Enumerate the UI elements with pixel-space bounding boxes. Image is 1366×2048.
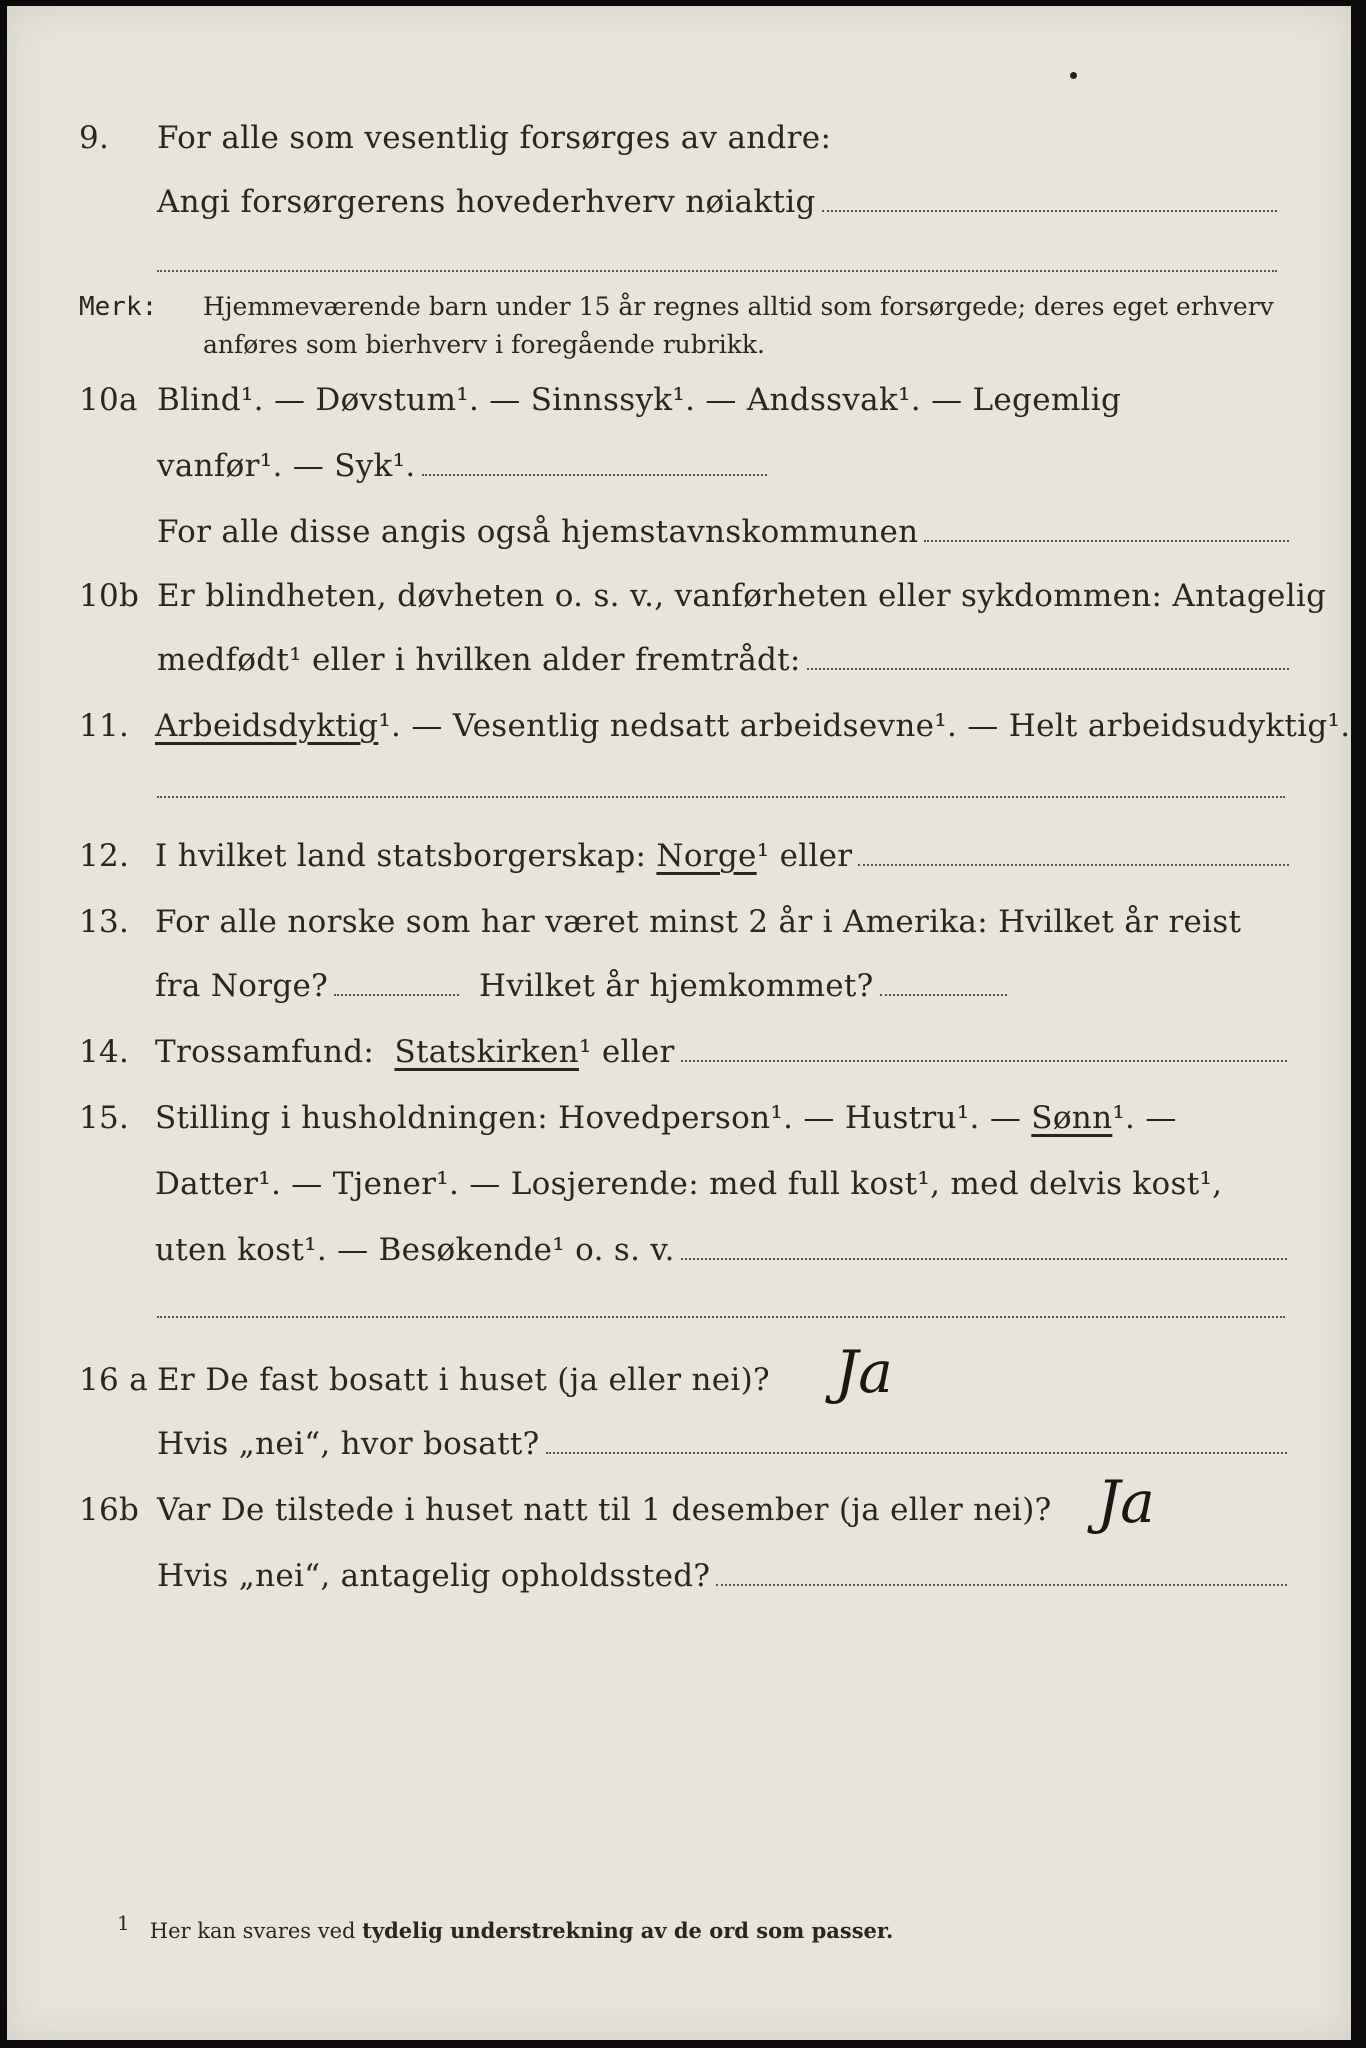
- q15-line1: [7, 1090, 1297, 1142]
- q10a-line1: [7, 372, 1289, 424]
- ink-speck: [1070, 72, 1077, 79]
- q13-text: For alle norske som har været minst 2 år i Amerika: Hvilket år reist: [155, 904, 1242, 940]
- q12-norge-underlined[interactable]: Norge: [656, 838, 757, 874]
- q10a-line2: [7, 438, 767, 490]
- q15-text: Stilling i husholdningen: Hovedperson¹. — Hustru¹. —: [155, 1100, 1022, 1136]
- q11-answer-blank[interactable]: [157, 796, 1285, 798]
- q10a-number: 10a: [79, 382, 138, 418]
- q13-text2: fra Norge?: [155, 968, 329, 1004]
- q16a-text: Er De fast bosatt i huset (ja eller nei)?: [157, 1362, 770, 1398]
- q14-text: Trossamfund:: [155, 1034, 375, 1070]
- q14-line: [7, 1024, 1287, 1076]
- q11-number: 11.: [79, 708, 130, 744]
- q16b-text: Var De tilstede i huset natt til 1 desember (ja eller nei)?: [157, 1492, 1052, 1528]
- q15-text2: Datter¹. — Tjener¹. — Losjerende: med full kost¹, med delvis kost¹,: [155, 1166, 1223, 1202]
- q15-line2: [7, 1156, 1297, 1208]
- census-form-page: [7, 6, 1351, 2040]
- q9-text: For alle som vesentlig forsørges av andre:: [157, 120, 832, 156]
- q10a-line3: [7, 504, 1289, 556]
- q15-answer-blank[interactable]: [681, 1258, 1287, 1260]
- q10a-sick-blank[interactable]: [422, 474, 767, 476]
- q15-number: 15.: [79, 1100, 130, 1136]
- q16a-text2: Hvis „nei“, hvor bosatt?: [157, 1426, 540, 1462]
- q10b-line1: [7, 568, 1327, 620]
- q10a-text2: vanfør¹. — Syk¹.: [157, 448, 416, 484]
- q13-text3: Hvilket år hjemkommet?: [479, 968, 874, 1004]
- footnote-text: Her kan svares ved: [149, 1919, 356, 1943]
- footnote: [117, 1911, 894, 1943]
- q9-answer-blank2[interactable]: [157, 270, 1277, 272]
- q13-number: 13.: [79, 904, 130, 940]
- q14-number: 14.: [79, 1034, 130, 1070]
- q16b-location-blank[interactable]: [716, 1584, 1287, 1586]
- q16a-line1: [7, 1352, 1297, 1404]
- q10a-text3: For alle disse angis også hjemstavnskommunen: [157, 514, 919, 550]
- q15-sonn-underlined[interactable]: Sønn: [1031, 1100, 1113, 1136]
- q14-faith-blank[interactable]: [681, 1060, 1287, 1062]
- q13-line1: [7, 894, 1297, 946]
- q12-text: I hvilket land statsborgerskap:: [155, 838, 647, 874]
- q16a-line2: [7, 1416, 1287, 1468]
- footnote-bold-text: tydelig understrekning av de ord som passer.: [362, 1918, 894, 1943]
- q9-number: 9.: [79, 120, 110, 156]
- q12-country-blank[interactable]: [858, 864, 1289, 866]
- q10b-age-blank[interactable]: [807, 668, 1289, 670]
- footnote-mark: 1: [117, 1911, 130, 1935]
- q16a-handwritten-answer[interactable]: Ja: [835, 1338, 893, 1406]
- q15-line3: [7, 1222, 1287, 1274]
- q13-year-left-blank[interactable]: [334, 994, 459, 996]
- q9-line1: [7, 110, 1297, 162]
- q14-statskirken-underlined[interactable]: Statskirken: [394, 1034, 579, 1070]
- q10b-text: Er blindheten, døvheten o. s. v., vanførheten eller sykdommen: Antagelig: [157, 578, 1327, 614]
- q16b-number: 16b: [79, 1492, 140, 1528]
- q10b-number: 10b: [79, 578, 140, 614]
- merk-text: Hjemmeværende barn under 15 år regnes alltid som forsørgede; deres eget erhverv anføres som bierhverv i foregående rubrikk.: [203, 292, 1274, 359]
- q15-text-b: ¹. —: [1112, 1100, 1177, 1136]
- merk-label: Merk:: [79, 292, 158, 322]
- q15-answer-blank2[interactable]: [157, 1316, 1285, 1318]
- q12-line: [7, 828, 1289, 880]
- q12-suffix: ¹ eller: [756, 838, 853, 874]
- q10b-text2: medfødt¹ eller i hvilken alder fremtrådt:: [157, 642, 801, 678]
- q10a-text: Blind¹. — Døvstum¹. — Sinnssyk¹. — Andssvak¹. — Legemlig: [157, 382, 1122, 418]
- q9-line2: [7, 174, 1277, 226]
- q16b-handwritten-answer[interactable]: Ja: [1097, 1468, 1155, 1536]
- q16b-text2: Hvis „nei“, antagelig opholdssted?: [157, 1558, 711, 1594]
- q13-year-returned-blank[interactable]: [880, 994, 1007, 996]
- q9-answer-blank[interactable]: [822, 210, 1277, 212]
- q16a-number: 16 a: [79, 1362, 148, 1398]
- q13-line2: [7, 958, 1007, 1010]
- q10a-home-municipality-blank[interactable]: [924, 540, 1289, 542]
- q15-text3: uten kost¹. — Besøkende¹ o. s. v.: [155, 1232, 675, 1268]
- q11-line: [7, 698, 1351, 750]
- q12-number: 12.: [79, 838, 130, 874]
- q11-arbeidsdyktig-underlined[interactable]: Arbeidsdyktig: [155, 708, 379, 744]
- q11-text: ¹. — Vesentlig nedsatt arbeidsevne¹. — Helt arbeidsudyktig¹.: [378, 708, 1351, 744]
- q16a-where-blank[interactable]: [546, 1452, 1287, 1454]
- merk-note: [79, 288, 1299, 364]
- q9-text2: Angi forsørgerens hovederhverv nøiaktig: [157, 184, 816, 220]
- q16b-line2: [7, 1548, 1287, 1600]
- q10b-line2: [7, 632, 1289, 684]
- q14-suffix: ¹ eller: [578, 1034, 675, 1070]
